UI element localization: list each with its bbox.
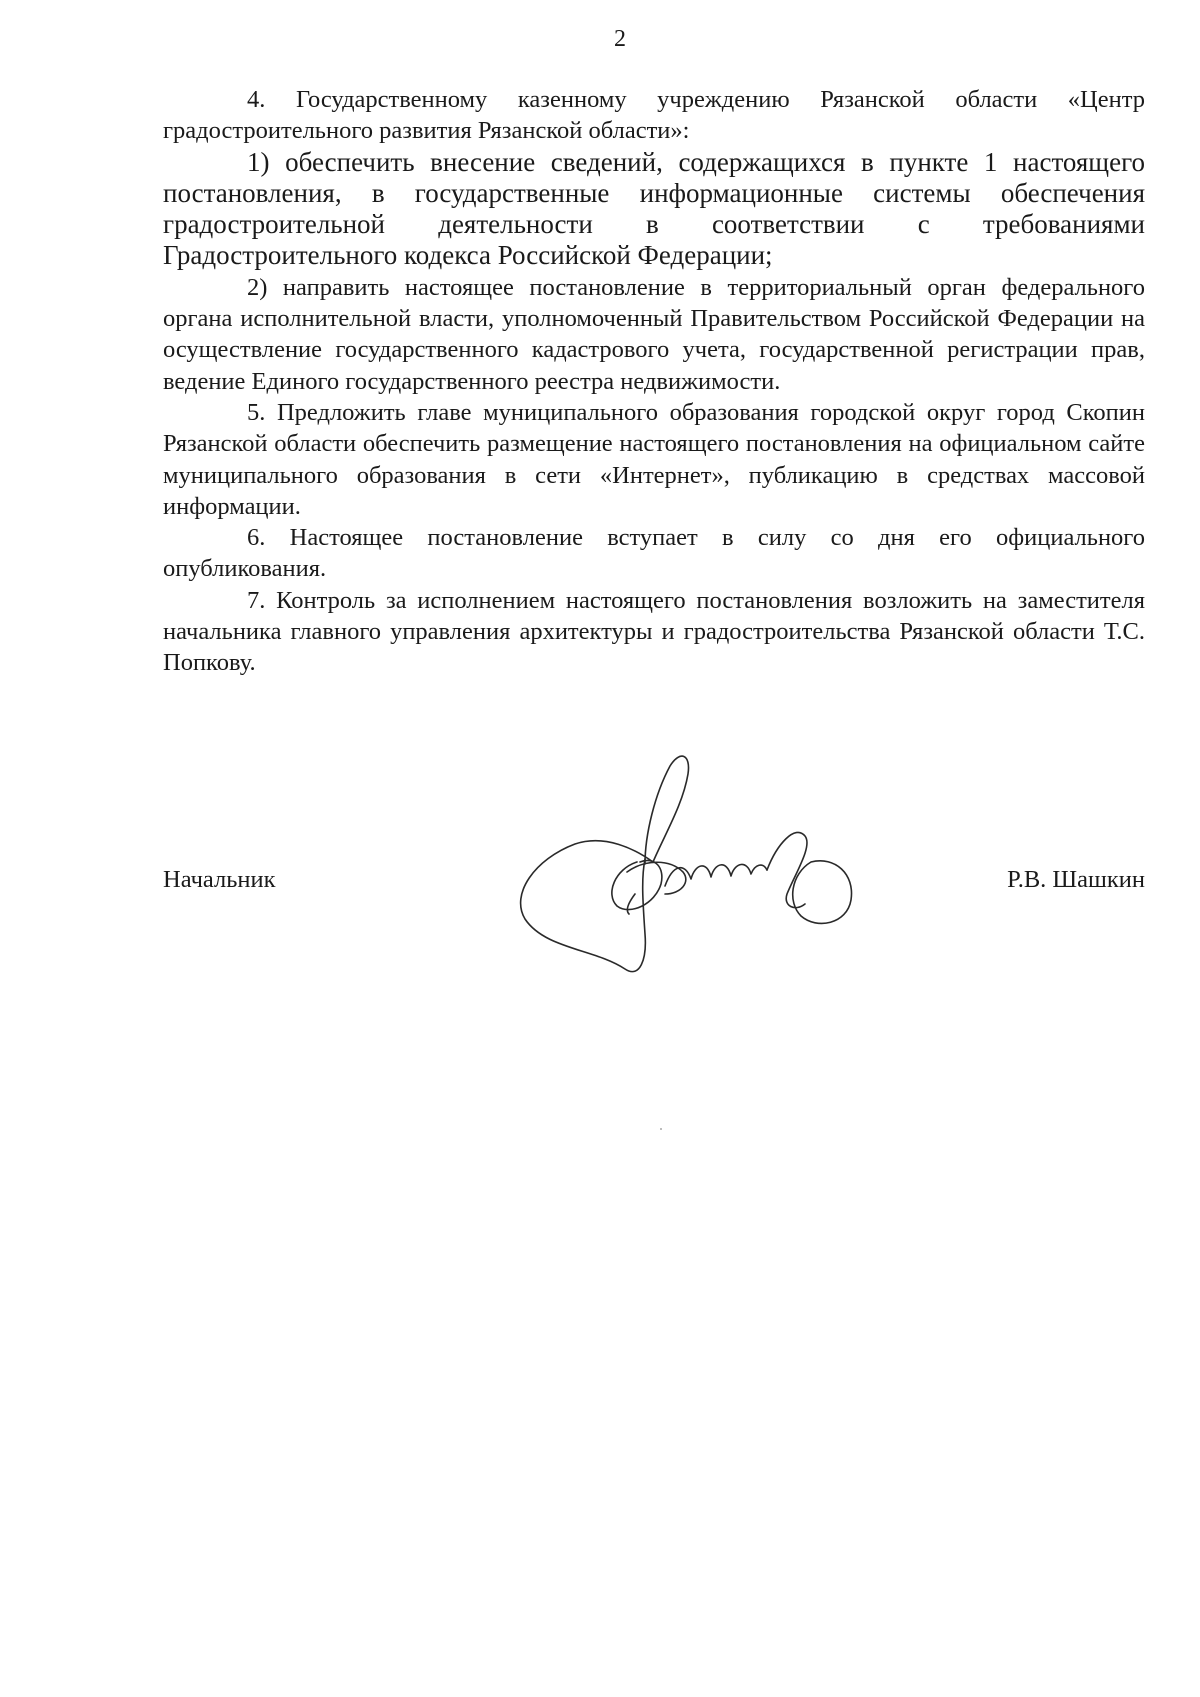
signature-stroke-loop <box>645 756 689 864</box>
document-body <box>163 84 1145 679</box>
paragraph-4: 4. Государственному казенному учреждению Рязанской области «Центр градостроительного развития Рязанской области»: <box>163 86 1145 145</box>
paragraph-5: 5. Предложить главе муниципального образования городской округ город Скопин Рязанской области обеспечить размещение настоящего постановления на официальном сайте муниципального образования в сети «Интернет», публикацию в средствах массовой информации. <box>163 398 1145 520</box>
signature-stroke-tick <box>627 894 635 914</box>
signature-stroke-swoop <box>521 841 653 972</box>
signature-block <box>163 758 1145 998</box>
handwritten-signature-icon <box>495 744 875 984</box>
paragraph-4-1: 1) обеспечить внесение сведений, содержащихся в пункте 1 настоящего постановления, в государственные информационные системы обеспечения градостроительной деятельности в соответствии с требованиями Градостроительного кодекса Российской Федерации; <box>163 146 1145 271</box>
signature-stroke-circle <box>793 861 852 924</box>
signatory-title: Начальник <box>163 866 276 893</box>
paragraph-7: 7. Контроль за исполнением настоящего постановления возложить на заместителя начальника главного управления архитектуры и градостроительства Рязанской области Т.С. Попкову. <box>163 586 1145 677</box>
signature-stroke-waves <box>665 864 767 886</box>
signatory-name: Р.В. Шашкин <box>1007 866 1145 893</box>
page-number: 2 <box>614 26 626 52</box>
scan-artifact <box>660 1128 662 1130</box>
paragraph-4-2: 2) направить настоящее постановление в территориальный орган федерального органа исполнительной власти, уполномоченный Правительством Российской Федерации на осуществление государственного кадастрового учета, государственной регистрации прав, ведение Единого государственного реестра недвижимости. <box>163 273 1145 395</box>
paragraph-6: 6. Настоящее постановление вступает в силу со дня его официального опубликования. <box>163 524 1145 583</box>
signature-stroke-oval <box>612 860 662 909</box>
signature-stroke-oval-2 <box>627 862 686 894</box>
